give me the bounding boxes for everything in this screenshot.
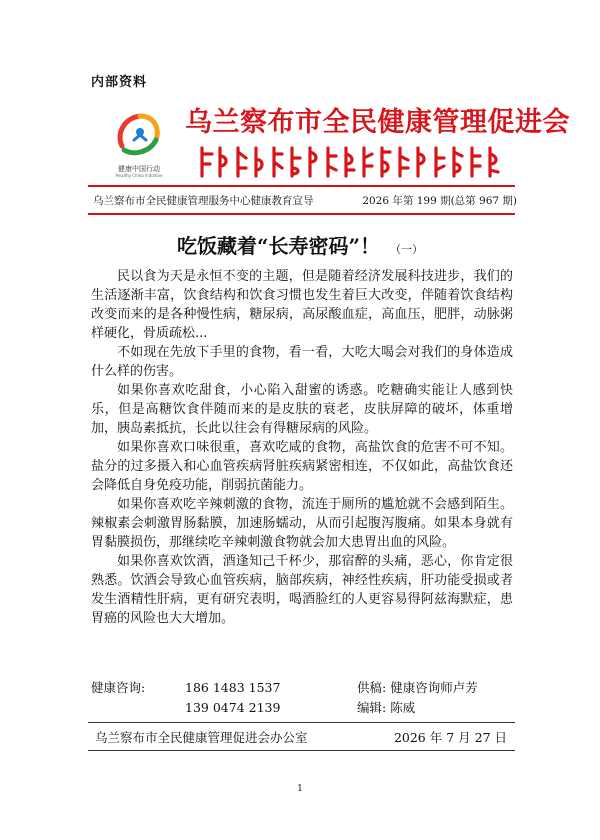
editor-label: 编辑: — [357, 700, 387, 715]
paragraph: 如果你喜欢吃辛辣刺激的食物，流连于厕所的尴尬就不会感到陌生。辣椒素会刺激胃肠黏膜，加速肠蠕动，从而引起腹泻腹痛。如果本身就有胃黏膜损伤，那继续吃辛辣刺激食物就会加大患胃出血的风险。 — [91, 497, 513, 550]
paragraph: 如果你喜欢饮酒，酒逢知己千杯少，那宿醉的头痛，恶心，你肯定很熟悉。饮酒会导致心血管疾病，脑部疾病，神经性疾病，肝功能受损或者发生酒精性肝病，更有研究表明，喝酒脸红的人更容易得阿兹海默症，患胃癌的风险也大大增加。 — [91, 554, 513, 626]
masthead-title: 乌兰察布市全民健康管理促进会 — [185, 107, 570, 138]
consult-label: 健康咨询: — [91, 680, 146, 695]
footer-rule-top — [88, 722, 515, 723]
mongolian-script-title — [196, 142, 506, 182]
article-title — [90, 230, 510, 259]
internal-material-label: 内部资料 — [91, 75, 148, 90]
article-body — [91, 267, 513, 628]
paragraph: 如果你喜欢吃甜食，小心陷入甜蜜的诱惑。吃糖确实能让人感到快乐，但是高糖饮食伴随而来的是皮肤的衰老，皮肤屏障的破坏，体重增加，胰岛素抵抗，长此以往会有得糖尿病的风险。 — [91, 383, 513, 436]
footer-rule-bottom — [88, 750, 515, 751]
header-rule-bottom — [88, 213, 515, 215]
contributor-label: 供稿: — [357, 680, 387, 695]
consult-phone-2: 139 0474 2139 — [185, 700, 281, 715]
logo-caption: 健康中国行动 — [118, 165, 160, 173]
paragraph: 不如现在先放下手里的食物，看一看，大吃大喝会对我们的身体造成什么样的伤害。 — [91, 345, 513, 379]
publisher-text: 乌兰察布市全民健康管理服务中心健康教育宣导 — [93, 195, 314, 207]
footer-office: 乌兰察布市全民健康管理促进会办公室 — [95, 730, 308, 745]
health-consult-block — [91, 678, 280, 718]
consult-phone-1: 186 1483 1537 — [185, 680, 281, 695]
issue-line — [93, 193, 517, 208]
issue-number: 2026 年第 199 期(总第 967 期) — [362, 195, 517, 207]
credits-block — [357, 678, 478, 718]
page-number: 1 — [297, 784, 303, 794]
footer — [95, 728, 507, 746]
paragraph: 民以食为天是永恒不变的主题，但是随着经济发展科技进步，我们的生活逐渐丰富，饮食结构和饮食习惯也发生着巨大改变，伴随着饮食结构改变而来的是各种慢性病，糖尿病，高尿酸血症，高血压，肥胖，动脉粥样硬化，骨质疏松... — [91, 269, 513, 341]
header-rule-top — [88, 185, 515, 187]
logo-subcaption: Healthy China Initiative — [115, 173, 163, 178]
article-part: （一） — [390, 243, 423, 256]
contributor-name: 健康咨询师卢芳 — [390, 680, 478, 695]
footer-date: 2026 年 7 月 27 日 — [393, 730, 507, 745]
paragraph: 如果你喜欢口味很重，喜欢吃咸的食物，高盐饮食的危害不可不知。盐分的过多摄入和心血管疾病肾脏疾病紧密相连，不仅如此，高盐饮食还会降低自身免疫功能，削弱抗菌能力。 — [91, 440, 513, 493]
healthy-china-logo — [110, 106, 166, 162]
article-title-text: 吃饭藏着“长寿密码”！ — [176, 234, 380, 258]
editor-name: 陈威 — [390, 700, 416, 715]
